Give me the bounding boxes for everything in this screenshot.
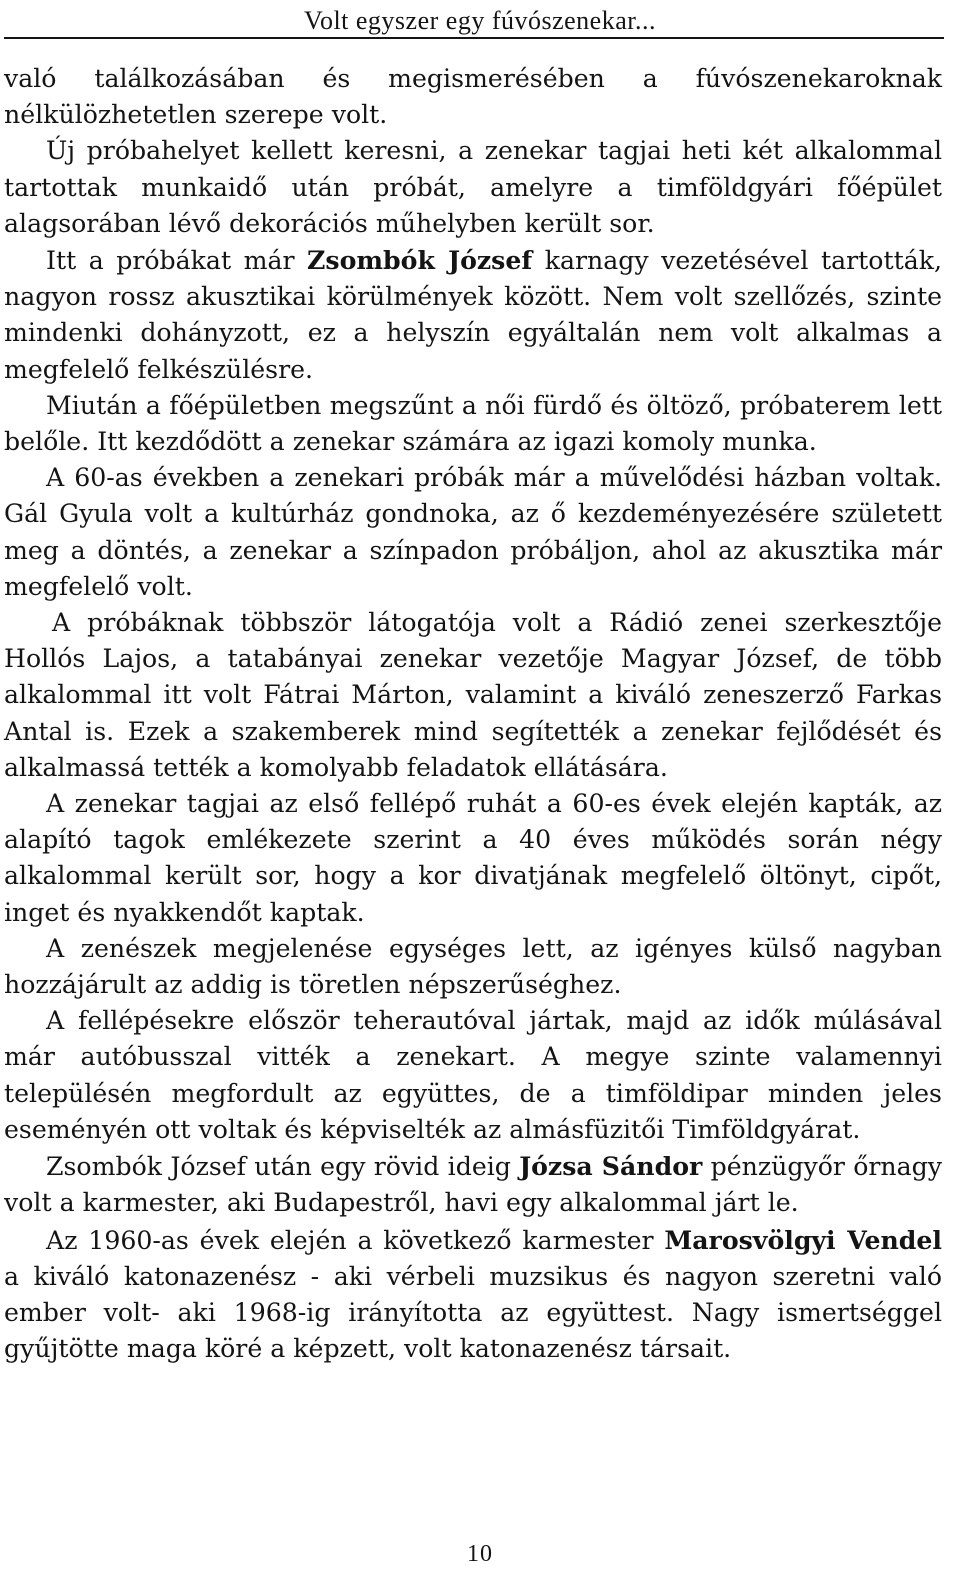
paragraph-2: Új próbahelyet kellett keresni, a zenekar tagjai heti két alkalommal tartottak munkaidő után próbát, amelyre a timföldgyári főépület alagsorában lévő dekorációs műhelyben került sor. (4, 136, 942, 238)
paragraph-11-text-a: Az 1960-as évek elején a következő karmester (46, 1225, 665, 1255)
body-text (4, 61, 942, 1367)
paragraph-3-text-a: Itt a próbákat már (46, 246, 308, 276)
paragraph-5: A 60-as években a zenekari próbák már a művelődési házban voltak. Gál Gyula volt a kultúrház gondnoka, az ő kezdeményezésére született meg a döntés, a zenekar a színpadon próbáljon, ahol az akusztika már megfelelő volt. (4, 463, 942, 601)
paragraph-1: való találkozásában és megismerésében a fúvószenekaroknak nélkülözhetetlen szerepe volt. (4, 64, 942, 130)
page-number: 10 (467, 1541, 493, 1567)
paragraph-10-text-b: pénzügyőr őrnagy volt a karmester, aki Budapestről, havi egy alkalommal járt le. (4, 1152, 943, 1218)
paragraph-3-text-b: karnagy vezetésével tartották, nagyon rossz akusztikai körülmények között. Nem volt szellőzés, szinte mindenki dohányzott, ez a helyszín egyáltalán nem volt alkalmas a megfelelő felkészülésre. (4, 246, 942, 384)
paragraph-9: A fellépésekre először teherautóval jártak, majd az idők múlásával már autóbusszal vitték a zenekart. A megye szinte valamennyi településén megfordult az együttes, de a timföldipar minden jeles eseményén ott voltak és képviselték az almásfüzitői Timföldgyárat. (4, 1006, 942, 1144)
paragraph-6: A próbáknak többször látogatója volt a Rádió zenei szerkesztője Hollós Lajos, a tatabányai zenekar vezetője Magyar József, de több alkalommal itt volt Fátrai Márton, valamint a kiváló zeneszerző Farkas Antal is. Ezek a szakemberek mind segítették a zenekar fejlődését és alkalmassá tették a komolyabb feladatok ellátására. (4, 608, 942, 782)
paragraph-7: A zenekar tagjai az első fellépő ruhát a 60-es évek elején kapták, az alapító tagok emlékezete szerint a 40 éves működés során négy alkalommal került sor, hogy a kor divatjának megfelelő öltönyt, cipőt, inget és nyakkendőt kaptak. (4, 789, 942, 927)
paragraph-11 (4, 1222, 942, 1368)
conductor-name-marosvolgyi: Marosvölgyi Vendel (664, 1224, 942, 1255)
paragraph-10 (4, 1148, 942, 1221)
paragraph-3 (4, 242, 942, 388)
paragraph-8: A zenészek megjelenése egységes lett, az igényes külső nagyban hozzájárult az addig is töretlen népszerűséghez. (4, 933, 942, 1000)
running-header: Volt egyszer egy fúvószenekar... (304, 6, 656, 35)
conductor-name-zsombok: Zsombók József (307, 245, 533, 276)
paragraph-4: Miután a főépületben megszűnt a női fürdő és öltöző, próbaterem lett belőle. Itt kezdődött a zenekar számára az igazi komoly munka. (4, 390, 942, 457)
conductor-name-jozsa: Józsa Sándor (519, 1151, 703, 1182)
paragraph-10-text-a: Zsombók József után egy rövid ideig (46, 1152, 520, 1182)
header-rule (4, 37, 944, 39)
paragraph-11-text-b: a kiváló katonazenész - aki vérbeli muzsikus és nagyon szeretni való ember volt- aki 1968-ig irányította az együttest. Nagy ismertséggel gyűjtötte maga köré a képzett, volt katonazenész társait. (4, 1261, 942, 1364)
